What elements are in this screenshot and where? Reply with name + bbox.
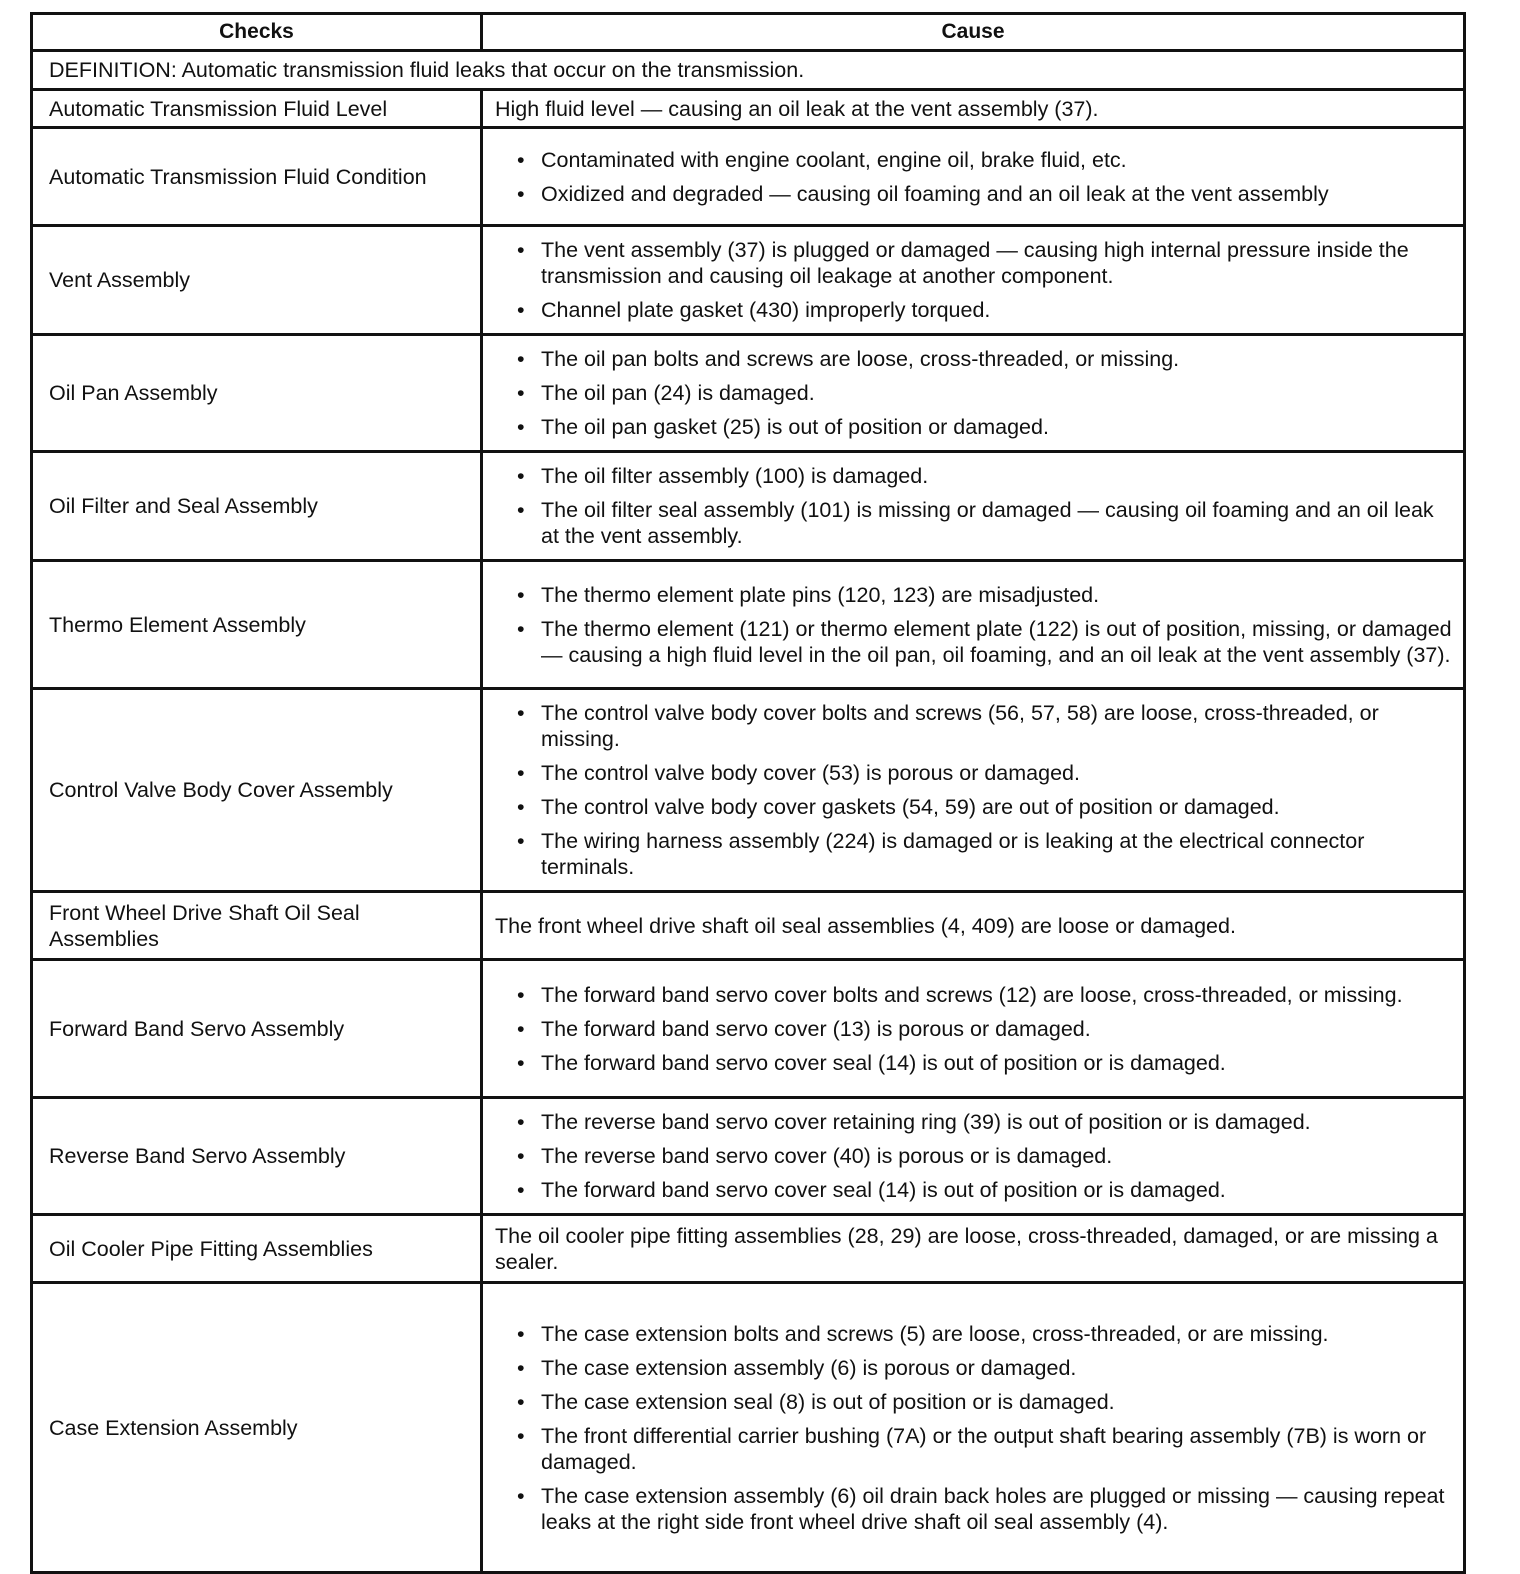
cause-cell <box>482 561 1465 689</box>
cause-bullet: • The control valve body cover (53) is porous or damaged. <box>495 760 1453 786</box>
cause-text: The front wheel drive shaft oil seal assemblies (4, 409) are loose or damaged. <box>495 913 1236 938</box>
cause-bullet: • The reverse band servo cover retaining ring (39) is out of position or is damaged. <box>495 1109 1453 1135</box>
check-cell: Control Valve Body Cover Assembly <box>32 689 482 892</box>
cause-list <box>495 237 1453 323</box>
definition-text: DEFINITION: Automatic transmission fluid leaks that occur on the transmission. <box>32 51 1465 90</box>
cause-bullet: • The vent assembly (37) is plugged or damaged — causing high internal pressure inside the transmission and causing oil leakage at another component. <box>495 237 1453 289</box>
cause-bullet: • The oil pan bolts and screws are loose, cross-threaded, or missing. <box>495 346 1453 372</box>
table-row <box>32 335 1465 452</box>
check-cell: Thermo Element Assembly <box>32 561 482 689</box>
check-cell: Automatic Transmission Fluid Level <box>32 90 482 128</box>
cause-bullet: • The oil pan (24) is damaged. <box>495 380 1453 406</box>
check-cell: Oil Pan Assembly <box>32 335 482 452</box>
cause-cell <box>482 128 1465 226</box>
cause-text: High fluid level — causing an oil leak at the vent assembly (37). <box>495 96 1099 121</box>
cause-bullet: • The front differential carrier bushing (7A) or the output shaft bearing assembly (7B) is worn or damaged. <box>495 1423 1453 1475</box>
cause-cell <box>482 960 1465 1098</box>
header-cause: Cause <box>482 14 1465 51</box>
cause-cell <box>482 452 1465 561</box>
check-cell: Automatic Transmission Fluid Condition <box>32 128 482 226</box>
cause-bullet: • Channel plate gasket (430) improperly torqued. <box>495 297 1453 323</box>
cause-list <box>495 346 1453 440</box>
definition-row <box>32 51 1465 90</box>
cause-text: The oil cooler pipe fitting assemblies (28, 29) are loose, cross-threaded, damaged, or are missing a sealer. <box>495 1223 1438 1274</box>
cause-cell <box>482 1098 1465 1215</box>
cause-cell <box>482 689 1465 892</box>
cause-bullet: • The case extension seal (8) is out of position or is damaged. <box>495 1389 1453 1415</box>
table-row <box>32 452 1465 561</box>
cause-bullet: • The control valve body cover gaskets (54, 59) are out of position or damaged. <box>495 794 1453 820</box>
cause-bullet: • The wiring harness assembly (224) is damaged or is leaking at the electrical connector terminals. <box>495 828 1453 880</box>
table-row <box>32 1098 1465 1215</box>
cause-bullet: • The case extension assembly (6) oil drain back holes are plugged or missing — causing repeat leaks at the right side front wheel drive shaft oil seal assembly (4). <box>495 1483 1453 1535</box>
cause-bullet: • The forward band servo cover seal (14) is out of position or is damaged. <box>495 1177 1453 1203</box>
check-cell: Oil Cooler Pipe Fitting Assemblies <box>32 1215 482 1283</box>
check-cell: Front Wheel Drive Shaft Oil Seal Assemblies <box>32 892 482 960</box>
check-cell: Oil Filter and Seal Assembly <box>32 452 482 561</box>
cause-list <box>495 463 1453 549</box>
table-row <box>32 960 1465 1098</box>
table-row <box>32 892 1465 960</box>
cause-list <box>495 1321 1453 1535</box>
table-row <box>32 1283 1465 1573</box>
table-row <box>32 1215 1465 1283</box>
check-cell: Vent Assembly <box>32 226 482 335</box>
cause-list <box>495 982 1453 1076</box>
cause-bullet: • The forward band servo cover seal (14) is out of position or is damaged. <box>495 1050 1453 1076</box>
cause-bullet: • The forward band servo cover (13) is porous or damaged. <box>495 1016 1453 1042</box>
diagnosis-table <box>30 12 1466 1574</box>
cause-cell <box>482 1283 1465 1573</box>
cause-list <box>495 147 1453 207</box>
check-cell: Forward Band Servo Assembly <box>32 960 482 1098</box>
cause-bullet: • The case extension assembly (6) is porous or damaged. <box>495 1355 1453 1381</box>
cause-cell <box>482 1215 1465 1283</box>
cause-cell <box>482 335 1465 452</box>
cause-bullet: • The thermo element (121) or thermo element plate (122) is out of position, missing, or damaged — causing a high fluid level in the oil pan, oil foaming, and an oil leak at the vent assembly (37). <box>495 616 1453 668</box>
table-row <box>32 90 1465 128</box>
check-cell: Reverse Band Servo Assembly <box>32 1098 482 1215</box>
table-row <box>32 561 1465 689</box>
cause-bullet: • Oxidized and degraded — causing oil foaming and an oil leak at the vent assembly <box>495 181 1453 207</box>
cause-bullet: • The case extension bolts and screws (5) are loose, cross-threaded, or are missing. <box>495 1321 1453 1347</box>
table-row <box>32 226 1465 335</box>
cause-cell <box>482 892 1465 960</box>
cause-bullet: • The oil filter assembly (100) is damaged. <box>495 463 1453 489</box>
check-cell: Case Extension Assembly <box>32 1283 482 1573</box>
table-row <box>32 689 1465 892</box>
cause-list <box>495 1109 1453 1203</box>
cause-cell <box>482 90 1465 128</box>
cause-list <box>495 582 1453 668</box>
table-row <box>32 128 1465 226</box>
cause-cell <box>482 226 1465 335</box>
cause-bullet: • The control valve body cover bolts and screws (56, 57, 58) are loose, cross-threaded, or missing. <box>495 700 1453 752</box>
cause-list <box>495 700 1453 880</box>
header-checks: Checks <box>32 14 482 51</box>
cause-bullet: • The oil pan gasket (25) is out of position or damaged. <box>495 414 1453 440</box>
cause-bullet: • Contaminated with engine coolant, engine oil, brake fluid, etc. <box>495 147 1453 173</box>
cause-bullet: • The oil filter seal assembly (101) is missing or damaged — causing oil foaming and an oil leak at the vent assembly. <box>495 497 1453 549</box>
cause-bullet: • The thermo element plate pins (120, 123) are misadjusted. <box>495 582 1453 608</box>
header-row <box>32 14 1465 51</box>
cause-bullet: • The reverse band servo cover (40) is porous or is damaged. <box>495 1143 1453 1169</box>
cause-bullet: • The forward band servo cover bolts and screws (12) are loose, cross-threaded, or missing. <box>495 982 1453 1008</box>
